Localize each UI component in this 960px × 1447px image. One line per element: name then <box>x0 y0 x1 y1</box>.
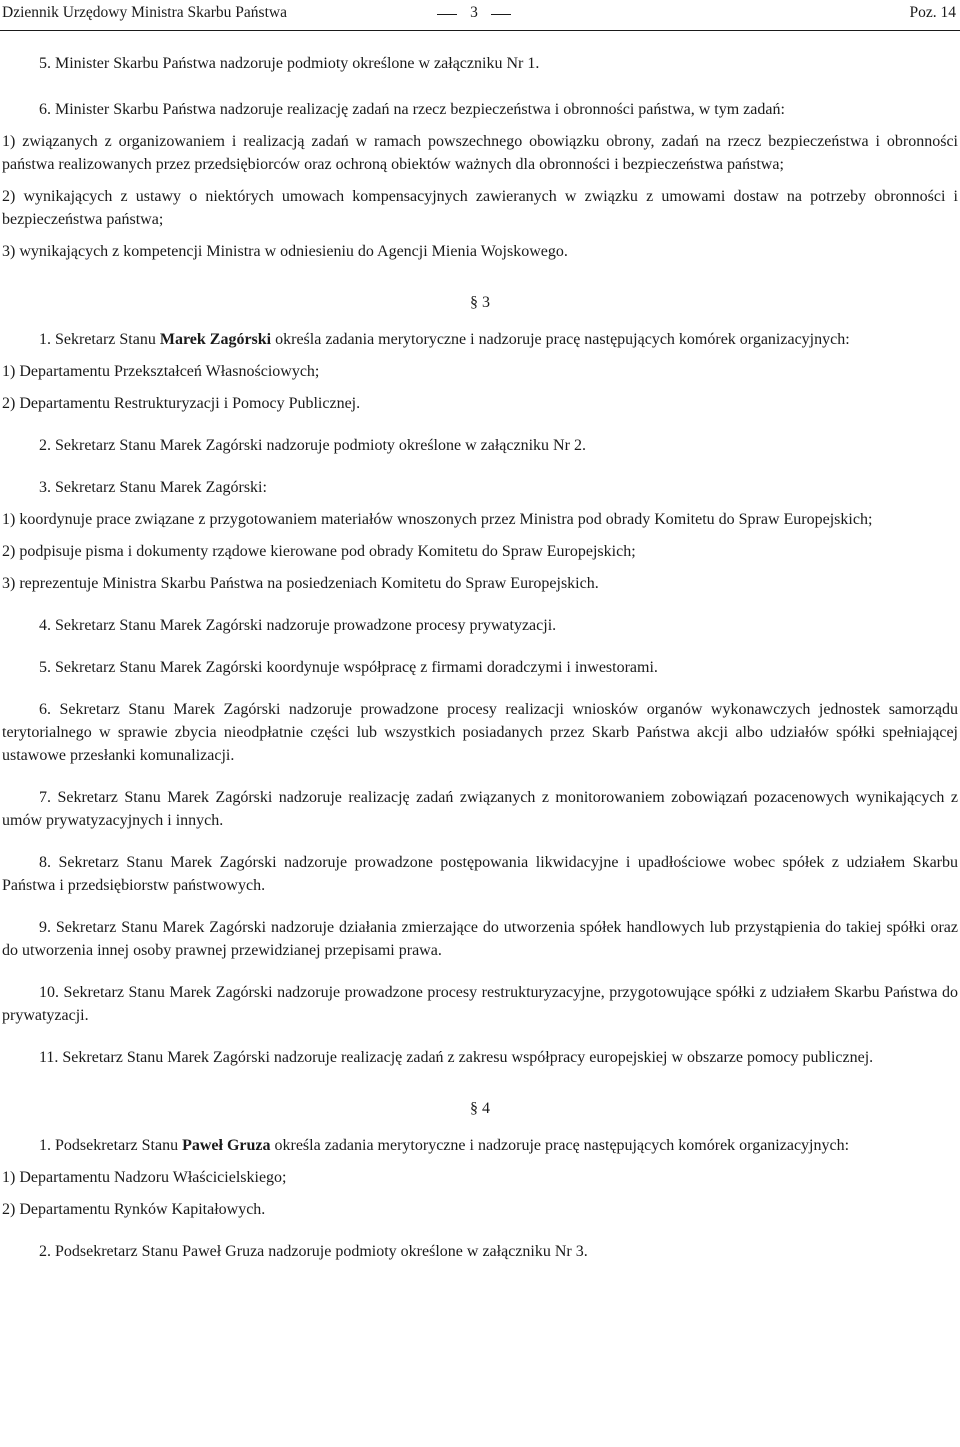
s3-p1-person-name: Marek Zagórski <box>159 331 272 348</box>
s4-paragraph-1 <box>2 1134 958 1157</box>
s4-p1-lead: 1. Podsekretarz Stanu <box>39 1137 183 1154</box>
page-number: 3 <box>437 4 511 22</box>
s3-paragraph-5: 5. Sekretarz Stanu Marek Zagórski koordynuje współpracę z firmami doradczymi i inwestorami. <box>39 659 658 676</box>
s4-p1-item-1: 1) Departamentu Nadzoru Właścicielskiego; <box>2 1169 287 1186</box>
s3-p3-item-2: 2) podpisuje pisma i dokumenty rządowe kierowane pod obrady Komitetu do Spraw Europejskich; <box>2 543 636 560</box>
s4-p1-rest: określa zadania merytoryczne i nadzoruje pracę następujących komórek organizacyjnych: <box>270 1137 850 1154</box>
document-body <box>2 52 958 1263</box>
s3-p3-item-3: 3) reprezentuje Ministra Skarbu Państwa na posiedzeniach Komitetu do Spraw Europejskich. <box>2 575 599 592</box>
paragraph-6-item-3: 3) wynikających z kompetencji Ministra w odniesieniu do Agencji Mienia Wojskowego. <box>2 243 568 260</box>
s3-p1-lead: 1. Sekretarz Stanu <box>39 331 160 348</box>
s4-p1-person-name: Paweł Gruza <box>182 1137 271 1154</box>
s3-paragraph-2: 2. Sekretarz Stanu Marek Zagórski nadzoruje podmioty określone w załączniku Nr 2. <box>39 437 586 454</box>
s3-paragraph-7: 7. Sekretarz Stanu Marek Zagórski nadzoruje realizację zadań związanych z monitorowaniem zobowiązań pozacenowych wynikających z umów prywatyzacyjnych i innych. <box>2 789 958 829</box>
s3-paragraph-4: 4. Sekretarz Stanu Marek Zagórski nadzoruje prowadzone procesy prywatyzacji. <box>39 617 557 634</box>
s3-p1-item-1: 1) Departamentu Przekształceń Własnościowych; <box>2 363 320 380</box>
paragraph-5: 5. Minister Skarbu Państwa nadzoruje podmioty określone w załączniku Nr 1. <box>39 55 540 72</box>
s3-paragraph-1 <box>2 328 958 351</box>
s3-paragraph-3-intro: 3. Sekretarz Stanu Marek Zagórski: <box>39 479 267 496</box>
s3-p3-item-1: 1) koordynuje prace związane z przygotowaniem materiałów wnoszonych przez Ministra pod obrady Komitetu do Spraw Europejskich; <box>2 511 873 528</box>
s3-paragraph-6: 6. Sekretarz Stanu Marek Zagórski nadzoruje prowadzone procesy realizacji wniosków organów wykonawczych jednostek samorządu terytorialnego w sprawie zbycia nieodpłatnie części lub wszystkich posiadanych przez Skarb Państwa akcji albo udziałów spółki spełniającej ustawowe przesłanki komunalizacji. <box>2 701 958 764</box>
running-header <box>0 0 960 31</box>
paragraph-6-intro: 6. Minister Skarbu Państwa nadzoruje realizację zadań na rzecz bezpieczeństwa i obronności państwa, w tym zadań: <box>39 101 785 118</box>
section-4-heading: § 4 <box>470 1100 490 1117</box>
section-3-heading: § 3 <box>470 294 490 311</box>
s4-p1-item-2: 2) Departamentu Rynków Kapitałowych. <box>2 1201 266 1218</box>
s4-paragraph-2: 2. Podsekretarz Stanu Paweł Gruza nadzoruje podmioty określone w załączniku Nr 3. <box>39 1243 588 1260</box>
paragraph-6-item-1: 1) związanych z organizowaniem i realizacją zadań w ramach powszechnego obowiązku obrony, zadań na rzecz bezpieczeństwa i obronności państwa realizowanych przez przedsiębiorców oraz ochroną obiektów ważnych dla obronności i bezpieczeństwa państwa; <box>2 133 958 173</box>
s3-paragraph-8: 8. Sekretarz Stanu Marek Zagórski nadzoruje prowadzone postępowania likwidacyjne i upadłościowe wobec spółek z udziałem Skarbu Państwa i przedsiębiorstw państwowych. <box>2 854 958 894</box>
s3-paragraph-9: 9. Sekretarz Stanu Marek Zagórski nadzoruje działania zmierzające do utworzenia spółek handlowych lub przystąpienia do takiej spółki oraz do utworzenia innej osoby prawnej przewidzianej przepisami prawa. <box>2 919 958 959</box>
paragraph-6-item-2: 2) wynikających z ustawy o niektórych umowach kompensacyjnych zawieranych w związku z umowami dostaw na potrzeby obronności i bezpieczeństwa państwa; <box>2 188 958 228</box>
s3-p1-item-2: 2) Departamentu Restrukturyzacji i Pomocy Publicznej. <box>2 395 361 412</box>
s3-paragraph-10: 10. Sekretarz Stanu Marek Zagórski nadzoruje prowadzone procesy restrukturyzacyjne, przygotowujące spółki z udziałem Skarbu Państwa do prywatyzacji. <box>2 984 958 1024</box>
journal-title: Dziennik Urzędowy Ministra Skarbu Państwa <box>2 4 287 21</box>
s3-p1-rest: określa zadania merytoryczne i nadzoruje pracę następujących komórek organizacyjnych: <box>271 331 850 348</box>
s3-paragraph-11: 11. Sekretarz Stanu Marek Zagórski nadzoruje realizację zadań z zakresu współpracy europejskiej w obszarze pomocy publicznej. <box>39 1049 874 1066</box>
position-number: Poz. 14 <box>909 4 956 21</box>
